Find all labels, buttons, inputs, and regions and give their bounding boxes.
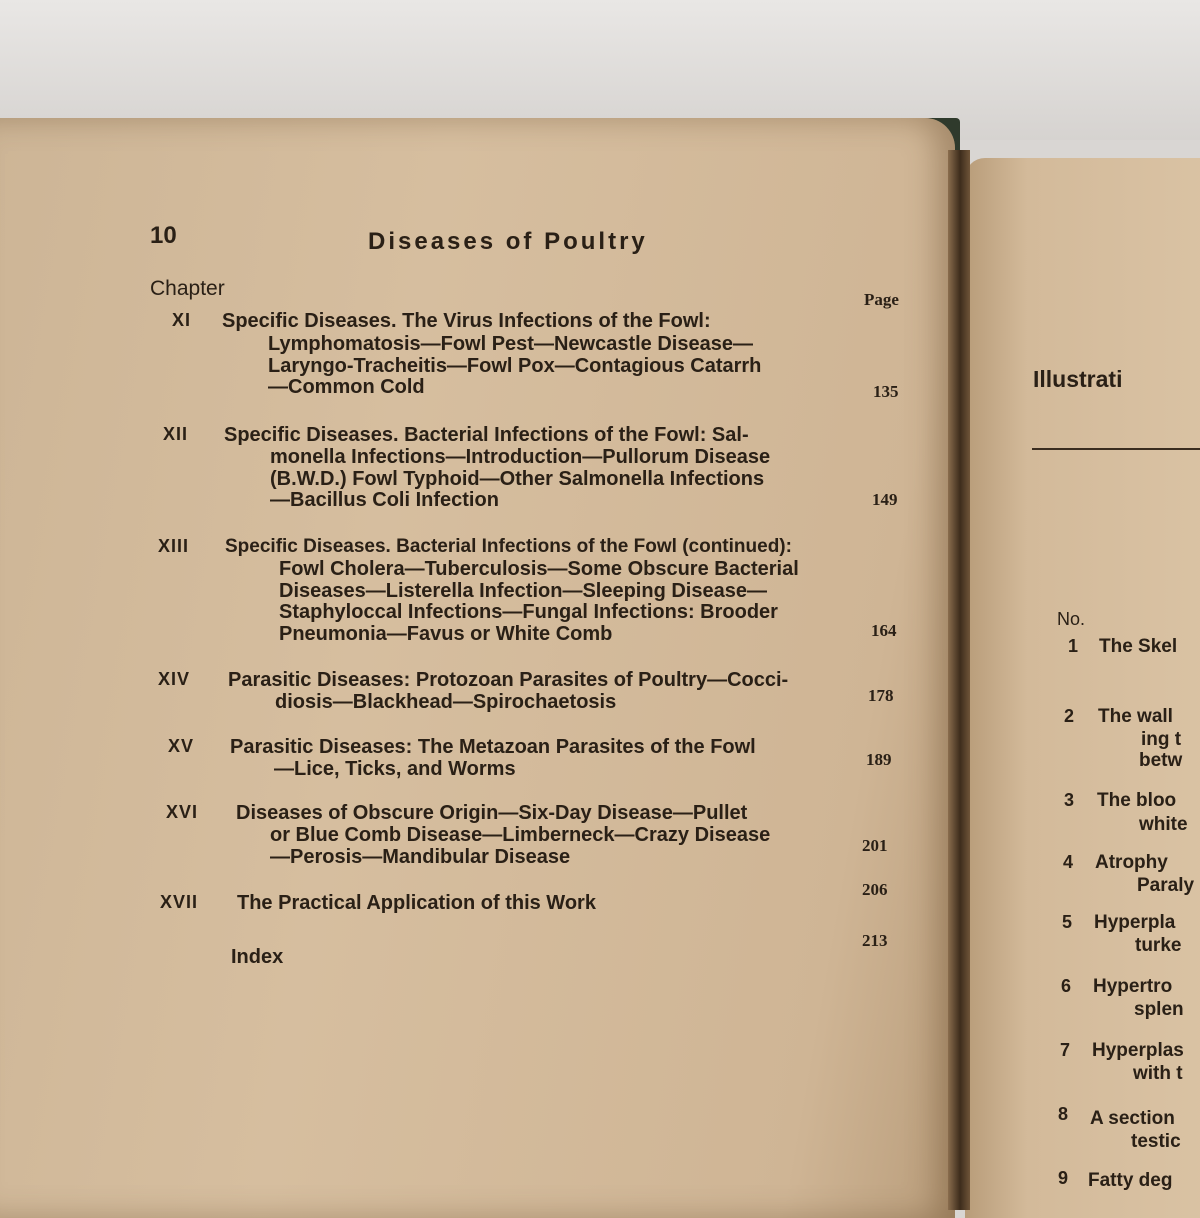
toc-line: —Lice, Ticks, and Worms [274,758,516,780]
illustration-line: betw [1139,750,1183,771]
illustration-line: A section [1090,1108,1175,1129]
illustration-line: Hyperpla [1094,912,1176,933]
illustration-line: turke [1135,935,1182,956]
illustration-line: Hypertro [1093,976,1173,997]
toc-page: 189 [866,750,892,769]
toc-numeral: XIV [158,669,191,689]
toc-numeral: XV [168,736,195,756]
illustration-line: ing t [1141,729,1182,750]
toc-line: Specific Diseases. Bacterial Infections of the Fowl (continued): [225,536,792,557]
toc-line: (B.W.D.) Fowl Typhoid—Other Salmonella Infections [270,468,765,490]
illustration-line: The Skel [1099,636,1178,657]
toc-line: Specific Diseases. The Virus Infections of the Fowl: [222,310,711,332]
toc-line: Pneumonia—Favus or White Comb [279,623,613,645]
page-number: 10 [150,222,177,249]
illustration-number: 4 [1063,852,1075,872]
toc-line: Laryngo-Tracheitis—Fowl Pox—Contagious Catarrh [268,355,762,377]
toc-page: 164 [871,621,897,640]
toc-line: diosis—Blackhead—Spirochaetosis [275,691,617,713]
toc-line: Parasitic Diseases: The Metazoan Parasites of the Fowl [230,736,756,758]
illustration-number: 3 [1064,790,1076,810]
toc-page: 201 [862,836,888,855]
illustration-number: 9 [1058,1168,1070,1188]
toc-line: The Practical Application of this Work [237,892,596,914]
illustration-number: 5 [1062,912,1074,932]
chapter-label: Chapter [150,277,225,300]
toc-line: Index [231,946,284,968]
toc-line: monella Infections—Introduction—Pullorum Disease [270,446,771,468]
book-gutter [948,150,970,1210]
toc-line: Diseases of Obscure Origin—Six-Day Disease—Pullet [236,802,748,824]
toc-line: Staphyloccal Infections—Fungal Infections: Brooder [279,601,778,623]
toc-numeral: XVI [166,802,199,822]
illustration-number: 1 [1068,636,1080,656]
illustration-number: 8 [1058,1104,1070,1124]
toc-line: —Common Cold [268,376,425,398]
toc-numeral: XII [163,424,189,444]
illustration-line: The wall [1098,706,1173,727]
illustration-line: white [1139,814,1188,835]
toc-page: 178 [868,686,894,705]
running-title: Diseases of Poultry [368,228,648,255]
illustration-number: 2 [1064,706,1076,726]
toc-line: Parasitic Diseases: Protozoan Parasites of Poultry—Cocci- [228,669,789,691]
toc-line: Fowl Cholera—Tuberculosis—Some Obscure Bacterial [279,558,799,580]
toc-line: —Bacillus Coli Infection [270,489,499,511]
left-page [0,118,955,1218]
illustration-number: 6 [1061,976,1073,996]
illustration-line: splen [1134,999,1184,1020]
page-label: Page [864,290,899,309]
illustration-line: Atrophy [1095,852,1168,873]
toc-page: 149 [872,490,898,509]
illustration-line: Paraly [1137,875,1195,896]
illustration-number: 7 [1060,1040,1072,1060]
toc-page: 135 [873,382,899,401]
illustration-line: with t [1133,1063,1183,1084]
toc-numeral: XVII [160,892,199,912]
right-page-heading: Illustrati [1033,366,1123,392]
illustration-line: The bloo [1097,790,1177,811]
illustration-line: Fatty deg [1088,1170,1173,1191]
toc-line: Diseases—Listerella Infection—Sleeping Disease— [279,580,767,602]
toc-numeral: XI [172,310,192,330]
toc-line: or Blue Comb Disease—Limberneck—Crazy Disease [270,824,771,846]
toc-line: Lymphomatosis—Fowl Pest—Newcastle Disease— [268,333,753,355]
toc-page: 206 [862,880,888,899]
no-label: No. [1057,609,1086,629]
toc-line: —Perosis—Mandibular Disease [270,846,571,868]
toc-line: Specific Diseases. Bacterial Infections of the Fowl: Sal- [224,424,749,446]
illustration-line: testic [1131,1131,1181,1152]
toc-page: 213 [862,931,888,950]
illustration-line: Hyperplas [1092,1040,1184,1061]
toc-numeral: XIII [158,536,190,556]
heading-rule [1032,448,1200,450]
